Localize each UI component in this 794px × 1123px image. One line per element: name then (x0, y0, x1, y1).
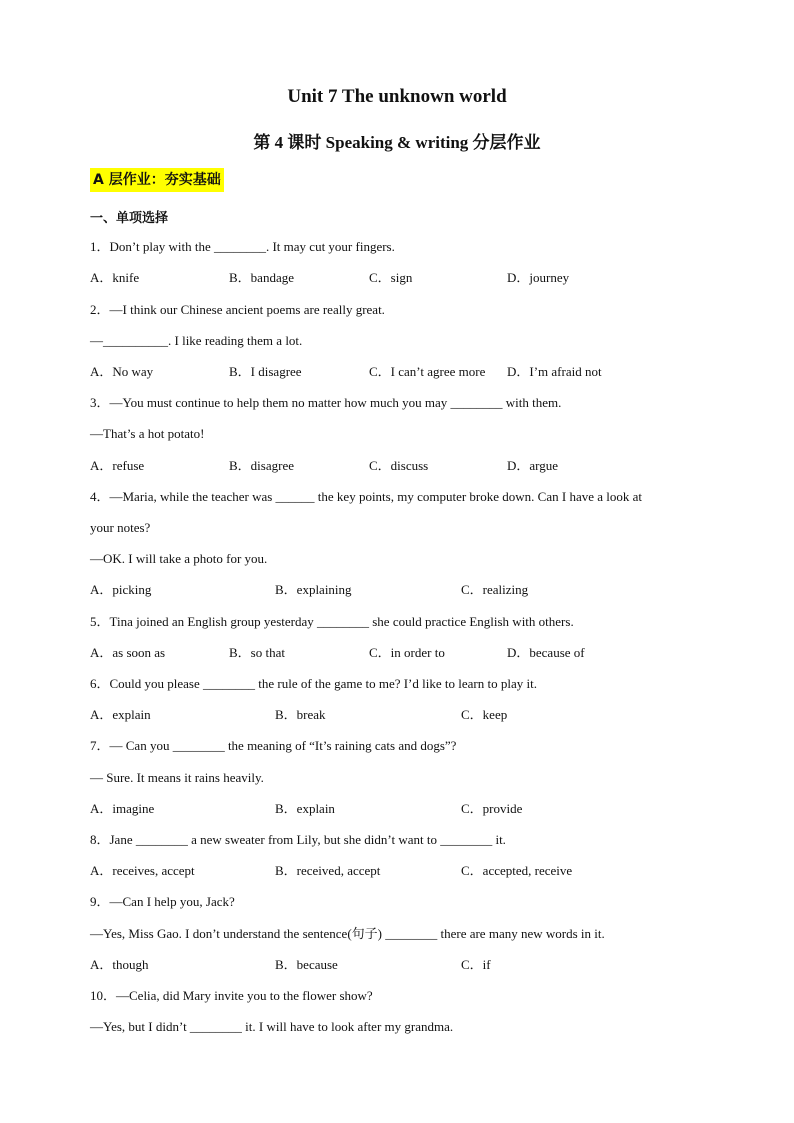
q6-option-a[interactable]: A．explain (90, 707, 151, 722)
question-10-reply: —Yes, but I didn’t ________ it. I will have to look after my grandma. (90, 1019, 454, 1034)
q1-option-d[interactable]: D．journey (507, 270, 570, 285)
question-2-reply: —__________. I like reading them a lot. (90, 333, 303, 348)
q1-option-b[interactable]: B．bandage (229, 270, 294, 285)
question-3: 3．—You must continue to help them no matter how much you may ________ with them. (90, 395, 562, 410)
question-2: 2．—I think our Chinese ancient poems are really great. (90, 302, 385, 317)
q5-option-c[interactable]: C．in order to (369, 645, 445, 660)
q3-option-b[interactable]: B．disagree (229, 458, 294, 473)
q9-option-b[interactable]: B．because (275, 957, 338, 972)
question-6: 6．Could you please ________ the rule of the game to me? I’d like to learn to play it. (90, 676, 537, 691)
q4-option-a[interactable]: A．picking (90, 582, 152, 597)
q2-option-a[interactable]: A．No way (90, 364, 154, 379)
q2-option-c[interactable]: C．I can’t agree more (369, 364, 486, 379)
question-9-reply: —Yes, Miss Gao. I don’t understand the sentence(句子) ________ there are many new words in it. (90, 926, 605, 941)
q7-option-c[interactable]: C．provide (461, 801, 523, 816)
q8-option-a[interactable]: A．receives, accept (90, 863, 195, 878)
question-3-reply: —That’s a hot potato! (90, 426, 205, 441)
q9-option-a[interactable]: A．though (90, 957, 149, 972)
q3-option-a[interactable]: A．refuse (90, 458, 145, 473)
q3-option-c[interactable]: C．discuss (369, 458, 429, 473)
level-banner: A 层作业：夯实基础 (90, 168, 224, 192)
q1-option-a[interactable]: A．knife (90, 270, 140, 285)
page-subtitle: 第 4 课时 Speaking & writing 分层作业 (253, 133, 541, 152)
q8-option-c[interactable]: C．accepted, receive (461, 863, 573, 878)
q5-option-a[interactable]: A．as soon as (90, 645, 166, 660)
question-4-continued: your notes? (90, 520, 151, 535)
page-title: Unit 7 The unknown world (287, 86, 507, 107)
q6-option-b[interactable]: B．break (275, 707, 326, 722)
q3-option-d[interactable]: D．argue (507, 458, 559, 473)
q5-option-b[interactable]: B．so that (229, 645, 285, 660)
q7-option-a[interactable]: A．imagine (90, 801, 155, 816)
question-7-reply: — Sure. It means it rains heavily. (90, 770, 264, 785)
section-heading: 一、单项选择 (90, 211, 169, 226)
q8-option-b[interactable]: B．received, accept (275, 863, 381, 878)
q6-option-c[interactable]: C．keep (461, 707, 508, 722)
question-1: 1．Don’t play with the ________. It may cut your fingers. (90, 239, 395, 254)
question-4-reply: —OK. I will take a photo for you. (90, 551, 268, 566)
question-4: 4．—Maria, while the teacher was ______ the key points, my computer broke down. Can I have a look at (90, 489, 642, 504)
q4-option-b[interactable]: B．explaining (275, 582, 352, 597)
question-5: 5．Tina joined an English group yesterday ________ she could practice English with others. (90, 614, 574, 629)
question-7: 7．— Can you ________ the meaning of “It’s raining cats and dogs”? (90, 738, 457, 753)
question-10: 10．—Celia, did Mary invite you to the flower show? (90, 988, 373, 1003)
q9-option-c[interactable]: C．if (461, 957, 491, 972)
q1-option-c[interactable]: C．sign (369, 270, 413, 285)
q2-option-d[interactable]: D．I’m afraid not (507, 364, 602, 379)
question-8: 8．Jane ________ a new sweater from Lily, but she didn’t want to ________ it. (90, 832, 506, 847)
q4-option-c[interactable]: C．realizing (461, 582, 529, 597)
q7-option-b[interactable]: B．explain (275, 801, 335, 816)
question-9: 9．—Can I help you, Jack? (90, 894, 235, 909)
q5-option-d[interactable]: D．because of (507, 645, 585, 660)
q2-option-b[interactable]: B．I disagree (229, 364, 302, 379)
